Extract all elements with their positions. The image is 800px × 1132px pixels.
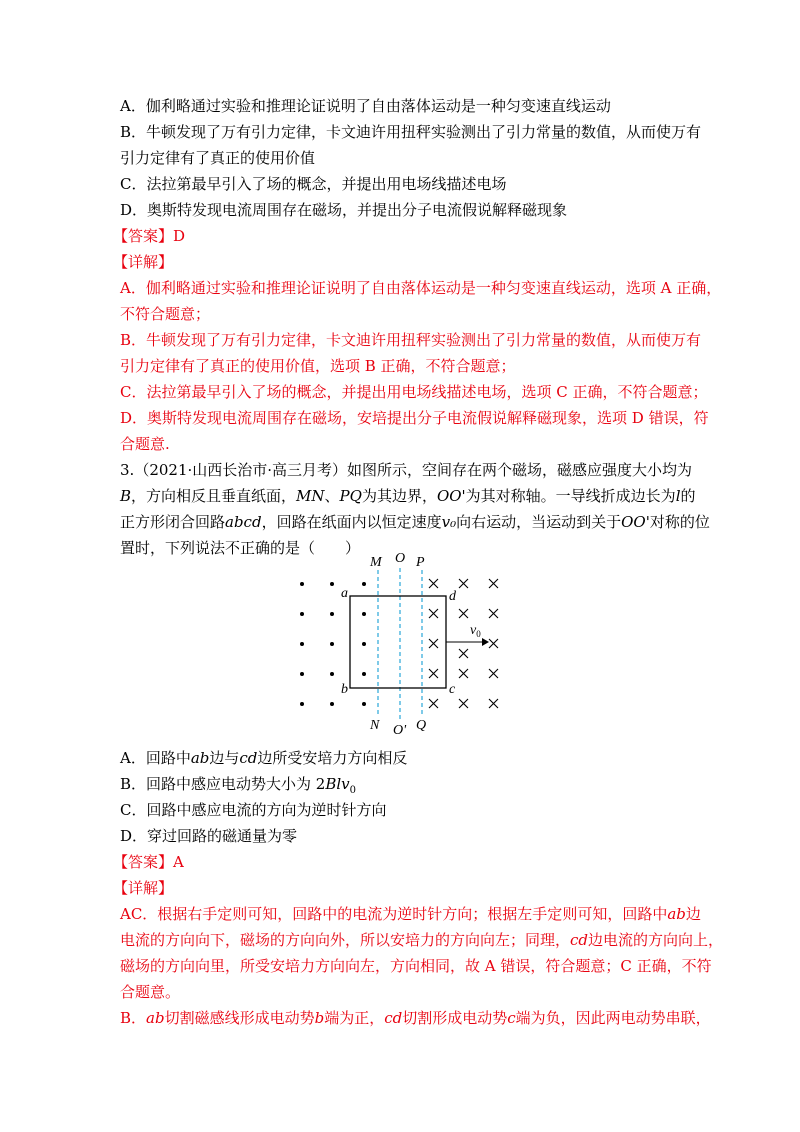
label-c: c bbox=[449, 682, 456, 697]
prev-explain-b-line1: B．牛顿发现了万有引力定律，卡文迪许用扭秤实验测出了引力常量的数值，从而使万有 bbox=[120, 331, 702, 349]
field-dot bbox=[330, 672, 334, 676]
prev-explain-b-line2: 引力定律有了真正的使用价值，选项 B 正确，不符合题意； bbox=[120, 357, 516, 375]
field-cross bbox=[489, 639, 498, 648]
label-b: b bbox=[341, 682, 348, 697]
q3-option-d: D．穿过回路的磁通量为零 bbox=[120, 827, 298, 845]
prev-explain-a-line2: 不符合题意； bbox=[120, 305, 211, 323]
q3-answer-label: 【答案】 bbox=[113, 853, 174, 871]
prev-answer bbox=[113, 226, 185, 246]
q3-stem-line4: 置时，下列说法不正确的是（ ） bbox=[120, 539, 361, 557]
q3-var-ab: ab bbox=[667, 905, 686, 923]
q3-explain-line4: 合题意。 bbox=[120, 983, 181, 1001]
field-dot bbox=[300, 582, 304, 586]
q3-option-text: 边所受安培力方向相反 bbox=[257, 749, 408, 767]
q3-text: ，方向相反且垂直纸面， bbox=[131, 487, 297, 505]
field-cross bbox=[429, 639, 438, 648]
q3-option-b bbox=[120, 774, 356, 801]
q3-option-text: 边与 bbox=[209, 749, 240, 767]
q3-stem-line3 bbox=[120, 512, 710, 532]
prev-option-d: D．奥斯特发现电流周围存在磁场，并提出分子电流假说解释磁现象 bbox=[120, 201, 568, 219]
field-cross bbox=[429, 609, 438, 618]
prev-option-b-line1: B．牛顿发现了万有引力定律，卡文迪许用扭秤实验测出了引力常量的数值，从而使万有 bbox=[120, 123, 702, 141]
field-dot bbox=[300, 642, 304, 646]
field-dot bbox=[362, 582, 366, 586]
field-cross bbox=[459, 609, 468, 618]
q3-var-oo: OO' bbox=[436, 487, 466, 505]
prev-explain-d-line2: 合题意. bbox=[120, 435, 170, 453]
q3-option-text: A．回路中 bbox=[120, 749, 191, 767]
q3-text: 正方形闭合回路 bbox=[120, 513, 226, 531]
label-m: M bbox=[370, 555, 382, 570]
field-dot bbox=[300, 702, 304, 706]
label-d: d bbox=[449, 589, 456, 604]
field-cross bbox=[459, 579, 468, 588]
q3-var-l: l bbox=[675, 487, 681, 505]
label-o: O bbox=[395, 551, 406, 566]
field-cross bbox=[459, 649, 468, 658]
prev-explain-d-line1: D．奥斯特发现电流周围存在磁场，安培提出分子电流假说解释磁现象，选项 D 错误，符 bbox=[120, 409, 709, 427]
label-n: N bbox=[370, 718, 380, 733]
q3-source: （2021·山西长治市·高三月考） bbox=[134, 461, 348, 479]
label-o-prime: O' bbox=[393, 723, 407, 738]
field-dot bbox=[362, 642, 366, 646]
field-cross bbox=[489, 669, 498, 678]
q3-text: 向右运动，当运动到关于 bbox=[456, 513, 622, 531]
q3-stem-line2 bbox=[120, 486, 696, 506]
q3-explain-text: 端为正， bbox=[324, 1009, 385, 1027]
q3-var-abcd: abcd bbox=[225, 513, 262, 531]
field-cross bbox=[489, 699, 498, 708]
prev-option-c: C．法拉第最早引入了场的概念，并提出用电场线描述电场 bbox=[120, 175, 507, 193]
prev-option-a: A．伽利略通过实验和推理论证说明了自由落体运动是一种匀变速直线运动 bbox=[120, 97, 611, 115]
prev-explain-a-line1: A．伽利略通过实验和推理论证说明了自由落体运动是一种匀变速直线运动，选项 A 正确， bbox=[120, 279, 722, 297]
q3-var-mn: MN bbox=[296, 487, 325, 505]
q3-var-pq: PQ bbox=[339, 487, 362, 505]
q3-var-ab: ab bbox=[146, 1009, 165, 1027]
q3-explain-text: 电流的方向向下，磁场的方向向外，所以安培力的方向向左；同理， bbox=[120, 931, 571, 949]
field-dot bbox=[330, 642, 334, 646]
field-cross bbox=[429, 579, 438, 588]
q3-explain-line3: 磁场的方向向里，所受安培力方向向左，方向相同，故 A 错误，符合题意；C 正确，不符 bbox=[120, 957, 712, 975]
q3-var-blv: Blv bbox=[325, 775, 350, 793]
q3-option-c: C．回路中感应电流的方向为逆时针方向 bbox=[120, 801, 387, 819]
q3-var-oo: OO' bbox=[621, 513, 650, 531]
field-dot bbox=[362, 672, 366, 676]
q3-explain-text: AC．根据右手定则可知，回路中的电流为逆时针方向；根据左手定则可知，回路中 bbox=[120, 905, 668, 923]
field-dot bbox=[330, 582, 334, 586]
field-dot bbox=[330, 612, 334, 616]
label-velocity bbox=[470, 623, 481, 639]
prev-answer-value: D bbox=[173, 227, 186, 245]
q3-text: 、 bbox=[324, 487, 340, 505]
q3-text: 为其对称轴。一导线折成边长为 bbox=[465, 487, 676, 505]
q3-text: ，回路在纸面内以恒定速度 bbox=[261, 513, 442, 531]
magnetic-field-figure bbox=[280, 548, 520, 738]
q3-answer bbox=[113, 852, 184, 872]
label-v-subscript: 0 bbox=[476, 629, 481, 639]
prev-option-b-line2: 引力定律有了真正的使用价值 bbox=[120, 149, 316, 167]
q3-explain-text: 切割磁感线形成电动势 bbox=[164, 1009, 315, 1027]
cross-field-region bbox=[429, 579, 498, 708]
q3-explain-text: 切割形成电动势 bbox=[402, 1009, 508, 1027]
q3-var-ab: ab bbox=[190, 749, 210, 767]
q3-explain-text: 边电流的方向向上， bbox=[588, 931, 724, 949]
q3-number: 3. bbox=[120, 461, 135, 479]
q3-explain-line1 bbox=[120, 904, 701, 924]
q3-var-b: B bbox=[120, 487, 132, 505]
label-q: Q bbox=[416, 718, 427, 733]
prev-explain-c: C．法拉第最早引入了场的概念，并提出用电场线描述电场，选项 C 正确，不符合题意； bbox=[120, 383, 708, 401]
q3-var-cd: cd bbox=[239, 749, 258, 767]
field-dot bbox=[300, 612, 304, 616]
velocity-arrowhead bbox=[482, 638, 489, 646]
q3-explain-text: 端为负，因此两电动势串联， bbox=[515, 1009, 711, 1027]
q3-text: 对称的位 bbox=[649, 513, 710, 531]
q3-explain-line2 bbox=[120, 930, 723, 950]
field-cross bbox=[429, 699, 438, 708]
label-a: a bbox=[341, 586, 348, 601]
q3-detail-label: 【详解】 bbox=[113, 879, 174, 897]
field-dot bbox=[330, 702, 334, 706]
q3-text: 如图所示，空间存在两个磁场，磁感应强度大小均为 bbox=[347, 461, 693, 479]
field-dot bbox=[362, 702, 366, 706]
field-cross bbox=[489, 579, 498, 588]
label-p: P bbox=[416, 555, 425, 570]
q3-text: 为其边界， bbox=[361, 487, 437, 505]
q3-explain-text: B． bbox=[120, 1009, 147, 1027]
q3-var-cd: cd bbox=[570, 931, 589, 949]
field-dot bbox=[300, 672, 304, 676]
field-cross bbox=[429, 669, 438, 678]
q3-option-text: B．回路中感应电动势大小为 2 bbox=[120, 775, 326, 793]
field-cross bbox=[489, 609, 498, 618]
q3-text: 的 bbox=[680, 487, 696, 505]
field-dot bbox=[362, 612, 366, 616]
q3-explain-text: 边 bbox=[685, 905, 701, 923]
q3-answer-value: A bbox=[173, 853, 184, 871]
prev-detail-label: 【详解】 bbox=[113, 253, 174, 271]
field-cross bbox=[459, 669, 468, 678]
q3-var-c-end: c bbox=[507, 1009, 516, 1027]
prev-answer-label: 【答案】 bbox=[113, 227, 174, 245]
q3-stem-line1 bbox=[120, 460, 692, 480]
q3-explain-line5 bbox=[120, 1008, 711, 1028]
q3-option-a bbox=[120, 748, 407, 768]
q3-var-v0: v₀ bbox=[441, 513, 457, 531]
q3-var-b-end: b bbox=[314, 1009, 325, 1027]
q3-var-subscript: 0 bbox=[349, 785, 357, 796]
q3-var-cd: cd bbox=[384, 1009, 403, 1027]
field-diagram-svg bbox=[280, 548, 520, 738]
field-cross bbox=[459, 699, 468, 708]
label-v: v bbox=[470, 623, 477, 638]
